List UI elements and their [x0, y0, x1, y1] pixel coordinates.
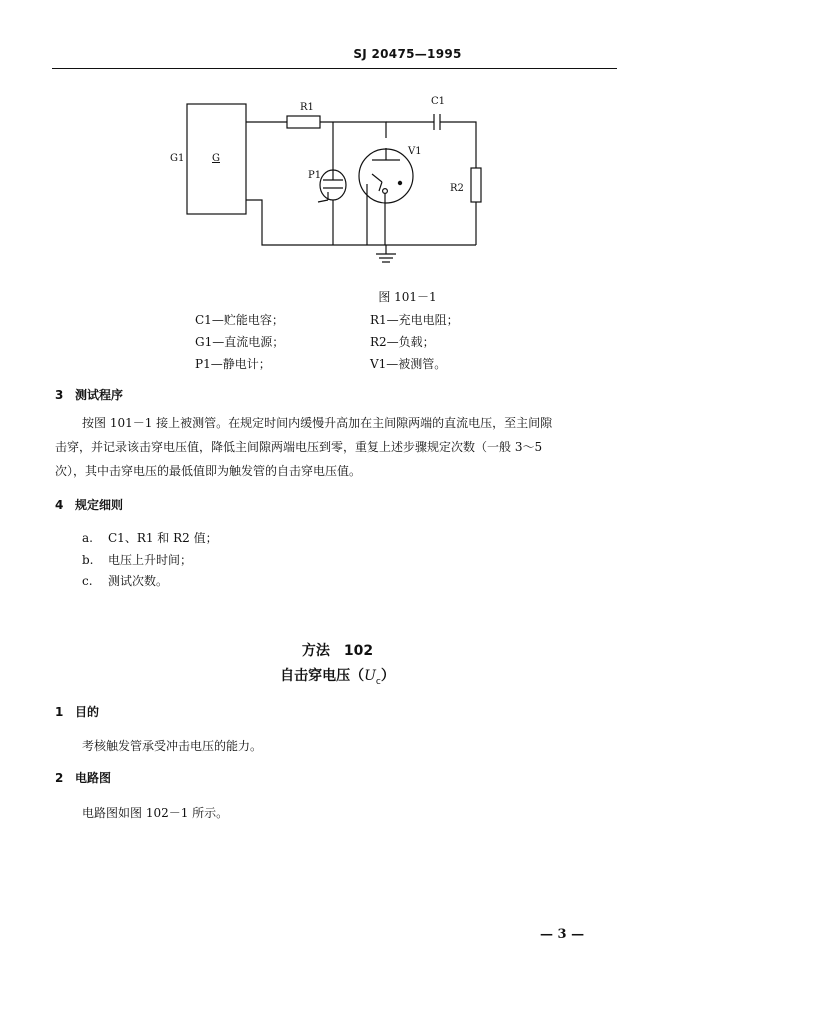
list-text: 电压上升时间； — [108, 553, 193, 567]
method-title-prefix: 自击穿电压（ — [280, 668, 365, 684]
label-r1: R1 — [300, 102, 314, 113]
c1-capacitor — [434, 114, 440, 130]
section-title: 测试程序 — [75, 388, 124, 402]
legend-item: G1—直流电源； — [195, 335, 285, 349]
wire-top-mid — [320, 122, 386, 138]
section-number: 1 — [55, 705, 64, 719]
section-title: 规定细则 — [75, 498, 124, 512]
section-number: 3 — [55, 388, 64, 402]
legend-item: V1—被测管。 — [370, 357, 447, 371]
list-item — [82, 529, 218, 546]
label-v1: V1 — [408, 146, 422, 157]
list-text: 测试次数。 — [108, 574, 169, 588]
list-item — [82, 551, 192, 568]
legend-item: R2—负载； — [370, 335, 435, 349]
legend-item: P1—静电计； — [195, 357, 271, 371]
legend-item: R1—充电电阻； — [370, 313, 459, 327]
label-c1: C1 — [431, 96, 446, 107]
section-number: 2 — [55, 771, 64, 785]
label-g: G — [212, 153, 220, 164]
m102-section-1-heading — [55, 703, 99, 720]
section-3-line-2: 击穿，并记录该击穿电压值，降低主间隙两端电压到零，重复上述步骤规定次数（一般 3～5 — [55, 440, 543, 454]
list-label: b. — [82, 553, 94, 567]
section-3-heading — [55, 386, 123, 403]
wire-bottom — [246, 200, 476, 245]
method-title-subscript: c — [375, 676, 381, 687]
label-g1: G1 — [170, 153, 185, 164]
figure-caption: 图 101－1 — [378, 290, 437, 304]
document-header: SJ 20475—1995 — [353, 47, 462, 61]
method-name: 方法 102 — [301, 643, 374, 659]
method-title — [0, 665, 675, 687]
method-title-symbol: U — [364, 668, 376, 684]
section-3-line-1: 按图 101－1 接上被测管。在规定时间内缓慢升高加在主间隙两端的直流电压，至主间隙 — [82, 416, 553, 430]
m102-section-2-heading — [55, 769, 111, 786]
ground-symbol — [376, 245, 396, 262]
list-label: c. — [82, 574, 93, 588]
section-title: 目的 — [75, 705, 100, 719]
legend-item: C1—贮能电容； — [195, 313, 284, 327]
r1-resistor — [287, 116, 320, 128]
wire-p1-bottom — [318, 200, 333, 245]
wire-right-top — [440, 122, 476, 168]
r2-resistor — [471, 168, 481, 202]
m102-section-2-text: 电路图如图 102－1 所示。 — [82, 806, 229, 820]
label-r2: R2 — [450, 183, 464, 194]
list-item — [82, 572, 168, 589]
section-title: 电路图 — [75, 771, 112, 785]
method-title-suffix: ） — [380, 668, 395, 684]
label-p1: P1 — [308, 170, 322, 181]
section-4-heading — [55, 496, 123, 513]
m102-section-1-text: 考核触发管承受冲击电压的能力。 — [82, 739, 263, 753]
list-text: C1、R1 和 R2 值； — [108, 531, 218, 545]
list-label: a. — [82, 531, 93, 545]
header-rule — [52, 68, 617, 69]
circuit-diagram — [160, 88, 520, 278]
section-3-line-3: 次），其中击穿电压的最低值即为触发管的自击穿电压值。 — [55, 464, 362, 478]
page-number: — 3 — — [540, 927, 585, 942]
section-number: 4 — [55, 498, 64, 512]
